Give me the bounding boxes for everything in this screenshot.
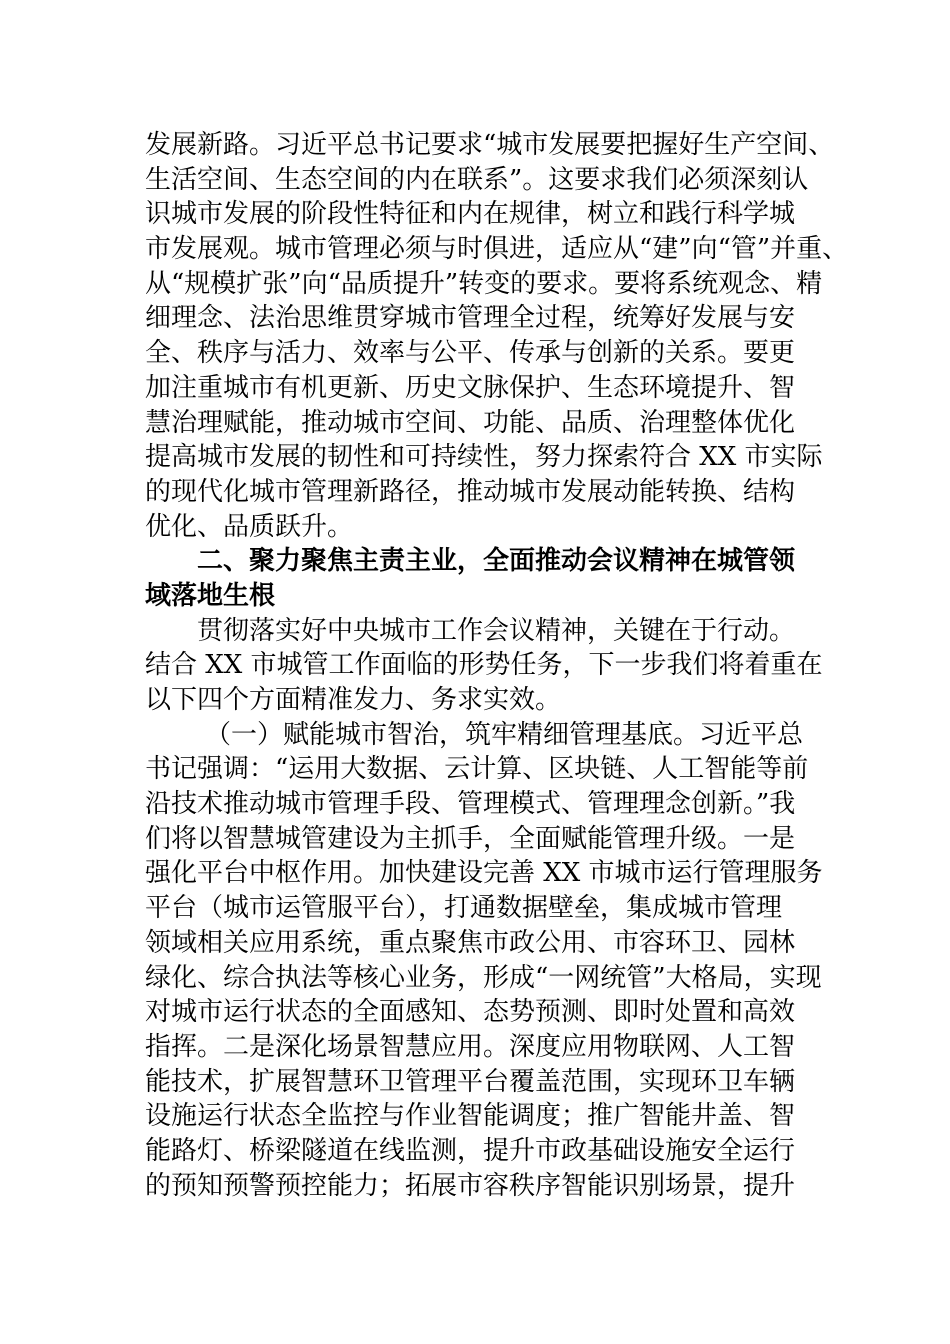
body-line: 结合 XX 市城管工作面临的形势任务，下一步我们将着重在 — [145, 650, 823, 681]
body-line: 提高城市发展的韧性和可持续性，努力探索符合 XX 市实际 — [145, 442, 823, 473]
body-line: 的现代化城市管理新路径，推动城市发展动能转换、结构 — [145, 476, 796, 507]
body-line: 设施运行状态全监控与作业智能调度；推广智能井盖、智 — [145, 1101, 796, 1132]
body-line: 能技术，扩展智慧环卫管理平台覆盖范围，实现环卫车辆 — [145, 1066, 796, 1097]
section-heading: 二、聚力聚焦主责主业，全面推动会议精神在城管领 — [197, 546, 796, 577]
body-line: 领域相关应用系统，重点聚焦市政公用、市容环卫、园林 — [145, 927, 796, 958]
body-line: 们将以智慧城管建设为主抓手，全面赋能管理升级。一是 — [145, 823, 796, 854]
document-body — [145, 128, 849, 1203]
body-line: 加注重城市有机更新、历史文脉保护、生态环境提升、智 — [145, 372, 796, 403]
body-line: 发展新路。习近平总书记要求“城市发展要把握好生产空间、 — [145, 130, 835, 160]
body-line: 优化、品质跃升。 — [145, 511, 354, 542]
subsection-line: （一）赋能城市智治，筑牢精细管理基底。习近平总 — [205, 719, 804, 750]
body-line: 书记强调：“运用大数据、云计算、区块链、人工智能等前 — [145, 754, 809, 785]
body-line: 生活空间、生态空间的内在联系”。这要求我们必须深刻认 — [145, 164, 809, 195]
body-line: 细理念、法治思维贯穿城市管理全过程，统筹好发展与安 — [145, 303, 796, 334]
body-line: 从“规模扩张”向“品质提升”转变的要求。要将系统观念、精 — [145, 268, 823, 299]
section-heading: 域落地生根 — [145, 580, 276, 611]
body-line: 全、秩序与活力、效率与公平、传承与创新的关系。要更 — [145, 338, 796, 369]
body-line: 慧治理赋能，推动城市空间、功能、品质、治理整体优化 — [145, 407, 796, 438]
body-line: 识城市发展的阶段性特征和内在规律，树立和践行科学城 — [145, 199, 796, 230]
body-line: 市发展观。城市管理必须与时俱进，适应从“建”向“管”并重、 — [145, 234, 849, 265]
body-line: 绿化、综合执法等核心业务，形成“一网统管”大格局，实现 — [145, 962, 822, 993]
body-line: 强化平台中枢作用。加快建设完善 XX 市城市运行管理服务 — [145, 858, 823, 889]
body-line: 平台（城市运管服平台），打通数据壁垒，集成城市管理 — [145, 893, 783, 924]
body-line: 以下四个方面精准发力、务求实效。 — [145, 685, 562, 715]
body-line: 沿技术推动城市管理手段、管理模式、管理理念创新。”我 — [145, 789, 796, 820]
body-line: 贯彻落实好中央城市工作会议精神，关键在于行动。 — [197, 615, 796, 646]
body-line: 的预知预警预控能力；拓展市容秩序智能识别场景，提升 — [145, 1170, 796, 1201]
body-line: 能路灯、桥梁隧道在线监测，提升市政基础设施安全运行 — [145, 1135, 796, 1166]
body-line: 对城市运行状态的全面感知、态势预测、即时处置和高效 — [145, 997, 796, 1028]
body-line: 指挥。二是深化场景智慧应用。深度应用物联网、人工智 — [145, 1031, 796, 1062]
